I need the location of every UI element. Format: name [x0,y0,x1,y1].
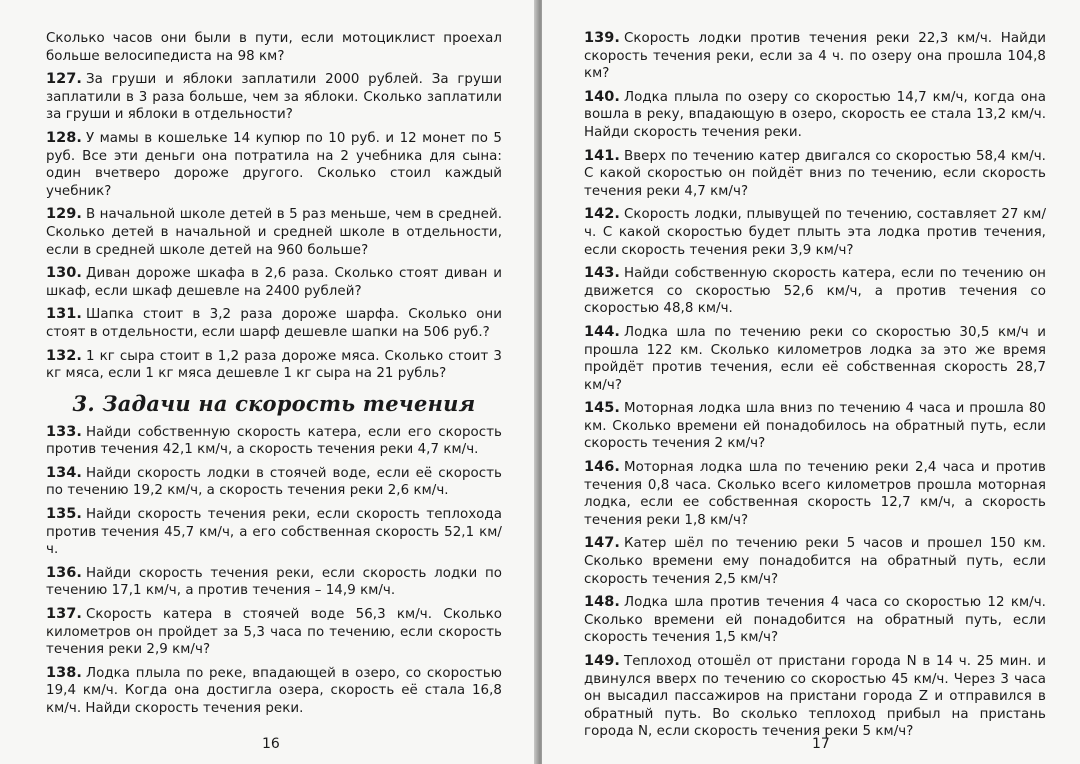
problem-text: Лодка плыла по реке, впадающей в озеро, со скоростью 19,4 км/ч. Когда она достигла озера, скорость её стала 16,8 км/ч. Найди скорость течения реки. [46,665,502,716]
problem-text: Вверх по течению катер двигался со скоростью 58,4 км/ч. С какой скоростью он пойдёт вниз по течению, если скорость течения реки 4,7 км/ч? [584,148,1046,199]
problem-text: Теплоход отошёл от пристани города N в 14 ч. 25 мин. и двинулся вверх по течению со скоростью 45 км/ч. Через 3 часа он высадил пассажиров на пристани города Z и отправился в обратный путь. Во сколько теплоход прибыл на пристань города N, если скорость течения реки 5 км/ч? [584,654,1046,740]
problem-text: Шапка стоит в 3,2 раза дороже шарфа. Сколько они стоят в отдельности, если шарф дешевле шапки на 506 руб.? [46,307,502,340]
problem-item [584,459,1046,529]
page-number: 16 [262,736,280,752]
problem-text: Скорость лодки, плывущей по течению, составляет 27 км/ч. С какой скоростью будет плыть эта лодка против течения, если скорость течения реки 3,9 км/ч? [584,207,1046,258]
problem-item [584,206,1046,259]
problem-text: Моторная лодка шла вниз по течению 4 часа и прошла 80 км. Сколько времени ей понадобилось на обратный путь, если скорость течения 2 км/ч? [584,401,1046,452]
left-page [0,0,538,764]
problem-number: 149. [584,653,620,669]
problem-number: 129. [46,206,82,223]
problem-number: 135. [46,506,82,523]
intro-text: Сколько часов они были в пути, если мотоциклист проехал больше велосипедиста на 98 км? [46,31,502,64]
problem-text: Лодка шла по течению реки со скоростью 30,5 км/ч и прошла 122 км. Сколько километров лодка за это же время пройдёт против течения, если её собственная скорость 28,7 км/ч? [584,324,1046,393]
problem-text: Найди собственную скорость катера, если по течению он движется со скоростью 52,6 км/ч, а против течения со скоростью 48,8 км/ч. [584,266,1046,317]
problem-text: Катер шёл по течению реки 5 часов и прошел 150 км. Сколько времени ему понадобится на обратный путь, если скорость течения 2,5 км/ч? [584,536,1046,587]
problem-number: 139. [584,30,620,46]
problem-item [584,30,1046,83]
problem-text: Найди скорость течения реки, если скорость теплохода против течения 45,7 км/ч, а его собственная скорость 52,1 км/ч. [46,507,502,558]
problem-number: 134. [46,464,82,481]
problem-item [46,71,502,124]
problem-number: 148. [584,594,620,611]
problem-number: 147. [584,535,620,552]
problem-text: Скорость лодки против течения реки 22,3 км/ч. Найди скорость течения реки, если за 4 ч. по озеру она прошла 104,8 км? [584,31,1046,82]
problem-text: У мамы в кошельке 14 купюр по 10 руб. и 12 монет по 5 руб. Все эти деньги она потратила на 2 учебника для сына: один вчетверо дороже другого. Сколько стоил каждый учебник? [46,130,502,199]
problem-item [46,265,502,300]
problem-item [584,535,1046,588]
problem-number: 142. [584,206,620,223]
problem-text: Найди скорость лодки в стоячей воде, если её скорость по течению 19,2 км/ч, а скорость течения реки 2,6 км/ч. [46,465,502,499]
problem-text: В начальной школе детей в 5 раз меньше, чем в средней. Сколько детей в начальной и средней школе в отдельности, если в средней школе детей на 960 больше? [46,207,502,258]
problem-number: 143. [584,265,620,282]
problem-number: 136. [46,564,82,581]
problem-item [46,665,502,718]
problem-text: Найди собственную скорость катера, если его скорость против течения 42,1 км/ч, а скорость течения реки 4,7 км/ч. [46,424,502,458]
problem-number: 137. [46,606,82,623]
problem-item [46,424,502,459]
problem-text: За груши и яблоки заплатили 2000 рублей. За груши заплатили в 3 раза больше, чем за яблоки. Сколько заплатили за груши и яблоки в отдельности? [46,72,502,123]
problem-text: Лодка шла против течения 4 часа со скоростью 12 км/ч. Сколько времени ей понадобится на обратный путь, если скорость течения 1,5 км/ч? [584,595,1046,646]
problem-item [46,465,502,500]
problem-item [46,306,502,341]
problem-text: Найди скорость течения реки, если скорость лодки по течению 17,1 км/ч, а против течения – 14,9 км/ч. [46,565,502,599]
problem-number: 141. [584,147,620,164]
problem-number: 140. [584,88,620,105]
problem-item [584,265,1046,318]
page-number: 17 [812,736,830,752]
section-title: 3. Задачи на скорость течения [72,390,476,416]
problem-item [584,400,1046,453]
problem-item [584,89,1046,142]
problem-number: 132. [46,347,82,364]
problem-item [584,148,1046,201]
problem-item [584,594,1046,647]
problem-item [46,506,502,559]
problem-item [584,324,1046,394]
problem-text: Моторная лодка шла по течению реки 2,4 часа и против течения 0,8 часа. Сколько всего километров прошла моторная лодка, если ее собственная скорость 12,7 км/ч, а скорость течения реки 1,8 км/ч? [584,460,1046,528]
problem-number: 145. [584,400,620,417]
problem-item [46,606,502,659]
problem-number: 128. [46,129,82,146]
problem-number: 130. [46,265,82,282]
problem-number: 131. [46,306,82,323]
problem-text: Лодка плыла по озеру со скоростью 14,7 км/ч, когда она вошла в реку, впадающую в озеро, скорость ее стала 13,2 км/ч. Найди скорость течения реки. [584,89,1046,140]
right-page [542,0,1080,764]
problem-number: 127. [46,71,82,88]
problem-item [46,348,502,383]
problem-number: 138. [46,664,82,681]
problem-item [46,565,502,600]
problem-number: 144. [584,323,620,340]
problem-text: Скорость катера в стоячей воде 56,3 км/ч. Сколько километров он пройдет за 5,3 часа по течению, если скорость течения реки 2,9 км/ч? [46,607,502,658]
problem-item [46,206,502,259]
problem-number: 133. [46,423,82,440]
problem-text: Диван дороже шкафа в 2,6 раза. Сколько стоят диван и шкаф, если шкаф дешевле на 2400 рублей? [46,266,502,299]
problem-item [584,653,1046,741]
problem-number: 146. [584,459,620,476]
problem-text: 1 кг сыра стоит в 1,2 раза дороже мяса. Сколько стоит 3 кг мяса, если 1 кг мяса дешевле 1 кг сыра на 21 рубль? [46,348,502,382]
problem-item [46,130,502,200]
